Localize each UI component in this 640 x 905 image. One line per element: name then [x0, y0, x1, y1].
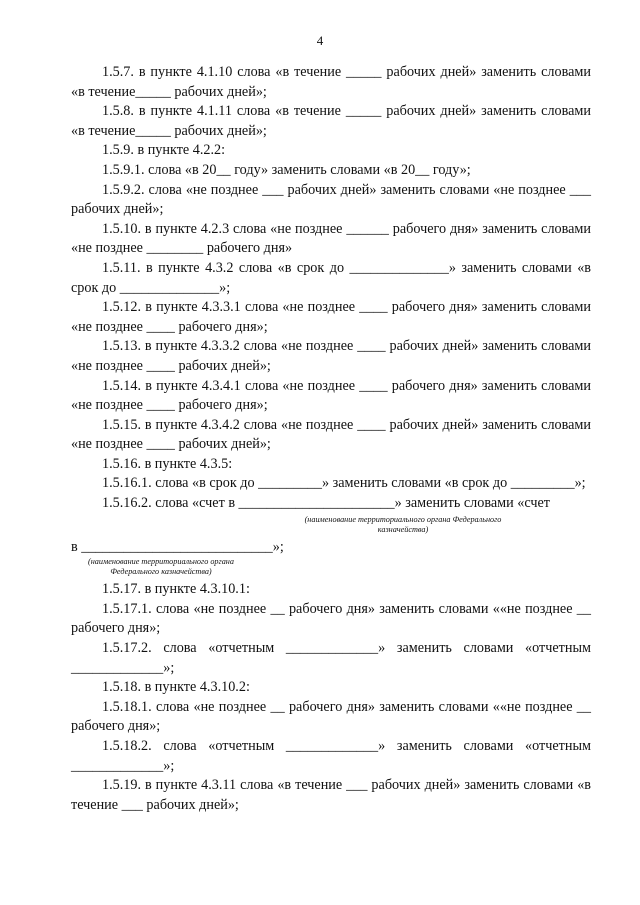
caption-treasury-body-1: (наименование территориального органа Федерального казначейства)	[304, 514, 502, 534]
paragraph-1-5-16-1: 1.5.16.1. слова «в срок до _________» заменить словами «в срок до _________»;	[102, 475, 586, 492]
paragraph-1-5-18: 1.5.18. в пункте 4.3.10.2:	[102, 679, 250, 696]
paragraph-1-5-13: 1.5.13. в пункте 4.3.3.2 слова «не позднее ____ рабочих дней» заменить словами «не позднее ____ рабочих дней»;	[71, 338, 591, 374]
paragraph-1-5-17-2: 1.5.17.2. слова «отчетным _____________» заменить словами «отчетным _____________»;	[71, 640, 591, 676]
paragraph-1-5-16-2: 1.5.16.2. слова «счет в ______________________» заменить словами «счет	[102, 495, 550, 512]
document-body	[71, 63, 591, 815]
caption-treasury-body-2: (наименование территориального органа Федерального казначейства)	[88, 557, 234, 577]
paragraph-1-5-17-1: 1.5.17.1. слова «не позднее __ рабочего дня» заменить словами ««не позднее __ рабочего дня»;	[71, 600, 591, 637]
paragraph-1-5-9-2: 1.5.9.2. слова «не позднее ___ рабочих дней» заменить словами «не позднее ___ рабочих дней»;	[71, 181, 591, 218]
paragraph-1-5-15: 1.5.15. в пункте 4.3.4.2 слова «не позднее ____ рабочих дней» заменить словами «не позднее ____ рабочих дней»;	[71, 416, 591, 453]
paragraph-1-5-18-1: 1.5.18.1. слова «не позднее __ рабочего дня» заменить словами ««не позднее __ рабочего дня»;	[71, 698, 591, 735]
paragraph-1-5-7: 1.5.7. в пункте 4.1.10 слова «в течение _____ рабочих дней» заменить словами «в течение_____ рабочих дней»;	[71, 64, 591, 100]
paragraph-1-5-11: 1.5.11. в пункте 4.3.2 слова «в срок до ______________» заменить словами «в срок до ______________»;	[71, 259, 591, 296]
paragraph-1-5-14: 1.5.14. в пункте 4.3.4.1 слова «не позднее ____ рабочего дня» заменить словами «не позднее ____ рабочего дня»;	[71, 377, 591, 414]
paragraph-1-5-9-1: 1.5.9.1. слова «в 20__ году» заменить словами «в 20__ году»;	[102, 161, 471, 178]
paragraph-1-5-19: 1.5.19. в пункте 4.3.11 слова «в течение ___ рабочих дней» заменить словами «в течение ___ рабочих дней»;	[71, 777, 591, 813]
paragraph-1-5-12: 1.5.12. в пункте 4.3.3.1 слова «не позднее ____ рабочего дня» заменить словами «не позднее ____ рабочего дня»;	[71, 299, 591, 335]
paragraph-1-5-16-2-continuation: в ___________________________»;	[71, 538, 284, 555]
paragraph-1-5-9: 1.5.9. в пункте 4.2.2:	[102, 142, 226, 159]
paragraph-1-5-18-2: 1.5.18.2. слова «отчетным _____________» заменить словами «отчетным _____________»;	[71, 738, 591, 774]
page-number: 4	[316, 33, 324, 48]
paragraph-1-5-10: 1.5.10. в пункте 4.2.3 слова «не позднее ______ рабочего дня» заменить словами «не позднее ________ рабочего дня»	[71, 220, 591, 257]
paragraph-1-5-8: 1.5.8. в пункте 4.1.11 слова «в течение _____ рабочих дней» заменить словами «в течение_____ рабочих дней»;	[71, 103, 591, 139]
paragraph-1-5-16: 1.5.16. в пункте 4.3.5:	[102, 455, 233, 472]
paragraph-1-5-17: 1.5.17. в пункте 4.3.10.1:	[102, 581, 250, 598]
